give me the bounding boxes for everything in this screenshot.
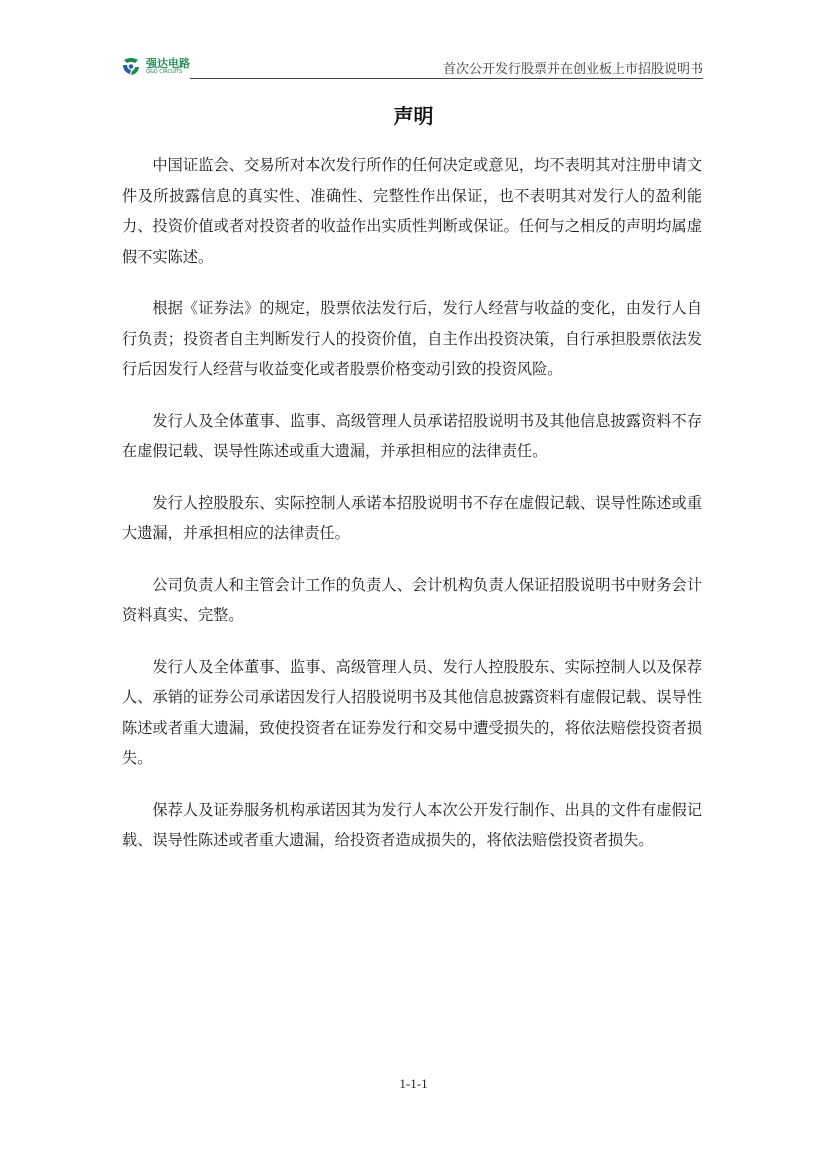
paragraph: 发行人控股股东、实际控制人承诺本招股说明书不存在虚假记载、误导性陈述或重大遗漏，并承担相应的法律责任。	[122, 493, 702, 542]
paragraph: 根据《证券法》的规定，股票依法发行后，发行人经营与收益的变化，由发行人自行负责；投资者自主判断发行人的投资价值，自主作出投资决策，自行承担股票依法发行后因发行人经营与收益变化或者股票价格变动引致的投资风险。	[122, 299, 702, 378]
paragraph: 公司负责人和主管会计工作的负责人、会计机构负责人保证招股说明书中财务会计资料真实、完整。	[122, 575, 702, 624]
document-title: 声明	[393, 104, 434, 128]
company-logo	[120, 54, 190, 78]
header-divider	[190, 78, 703, 79]
logo-text	[146, 58, 190, 75]
page-header	[120, 54, 703, 78]
paragraph: 发行人及全体董事、监事、高级管理人员、发行人控股股东、实际控制人以及保荐人、承销的证券公司承诺因发行人招股说明书及其他信息披露资料有虚假记载、误导性陈述或者重大遗漏，致使投资者在证券发行和交易中遭受损失的，将依法赔偿投资者损失。	[122, 657, 702, 767]
logo-english-name: Q&D CIRCUITS	[146, 68, 183, 75]
logo-mark-icon	[120, 55, 142, 77]
header-title: 首次公开发行股票并在创业板上市招股说明书	[442, 62, 703, 77]
logo-chinese-name: 强达电路	[146, 56, 190, 70]
page-number: 1-1-1	[399, 1076, 428, 1091]
document-body	[122, 150, 702, 877]
paragraph: 保荐人及证券服务机构承诺因其为发行人本次公开发行制作、出具的文件有虚假记载、误导性陈述或者重大遗漏，给投资者造成损失的，将依法赔偿投资者损失。	[122, 800, 702, 849]
paragraph: 中国证监会、交易所对本次发行所作的任何决定或意见，均不表明其对注册申请文件及所披露信息的真实性、准确性、完整性作出保证，也不表明其对发行人的盈利能力、投资价值或者对投资者的收益作出实质性判断或保证。任何与之相反的声明均属虚假不实陈述。	[122, 156, 702, 266]
paragraph: 发行人及全体董事、监事、高级管理人员承诺招股说明书及其他信息披露资料不存在虚假记载、误导性陈述或重大遗漏，并承担相应的法律责任。	[122, 411, 702, 460]
